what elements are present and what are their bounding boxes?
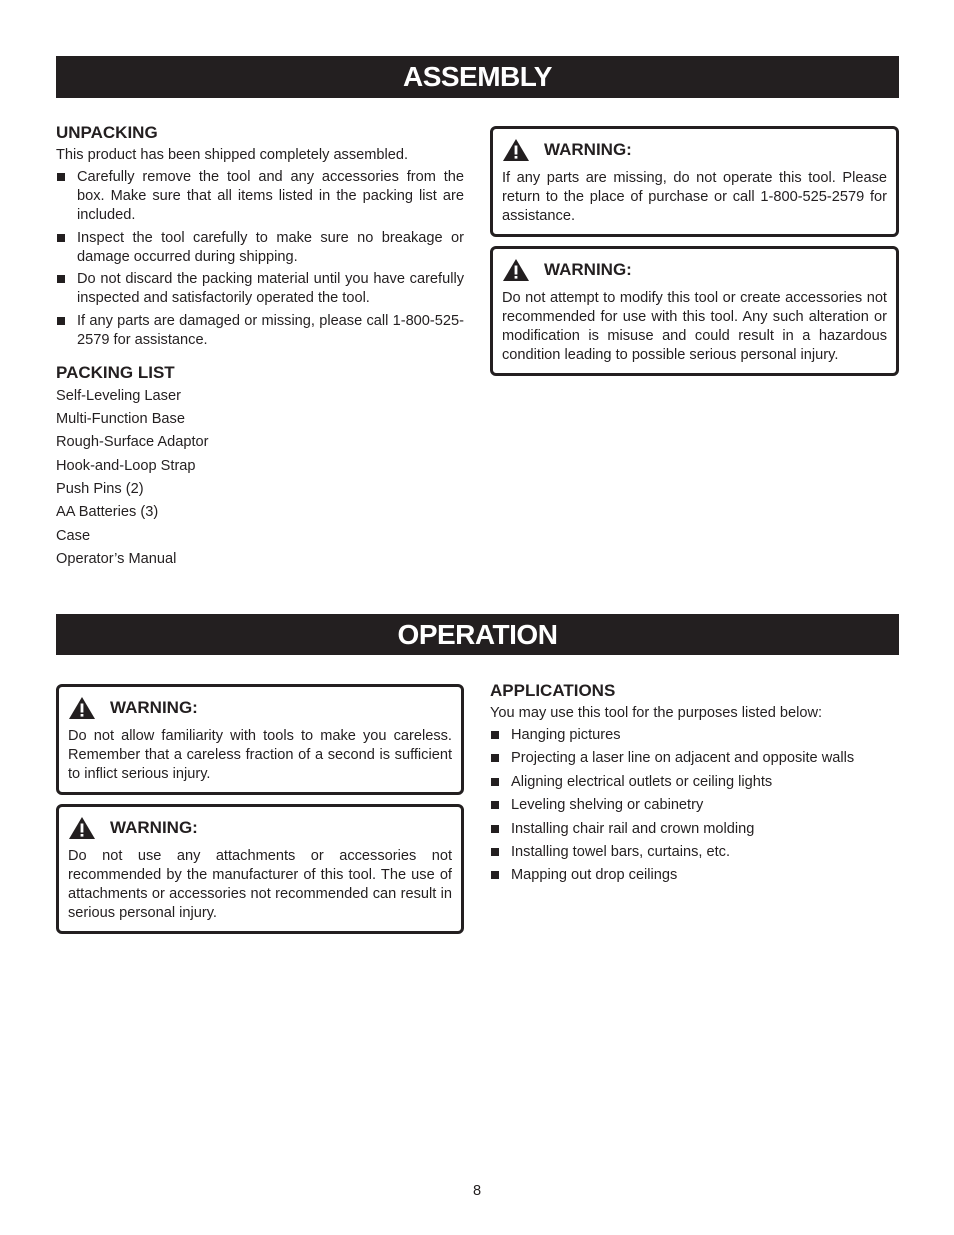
applications-intro: You may use this tool for the purposes listed below: xyxy=(490,705,823,721)
unpacking-heading: UNPACKING xyxy=(56,123,158,142)
warning-box xyxy=(490,126,899,237)
warning-header xyxy=(68,696,452,720)
warning-label: WARNING: xyxy=(544,260,632,279)
unpacking-intro: This product has been shipped completely assembled. xyxy=(56,147,409,163)
list-item-text: Leveling shelving or cabinetry xyxy=(511,797,704,814)
square-bullet-icon xyxy=(491,871,499,879)
square-bullet-icon xyxy=(57,234,65,242)
warning-header xyxy=(502,138,887,162)
warning-box xyxy=(56,804,464,934)
list-item-text: Projecting a laser line on adjacent and opposite walls xyxy=(511,750,855,767)
square-bullet-icon xyxy=(491,778,499,786)
warning-text: Do not allow familiarity with tools to make you careless. Remember that a careless fraction of a second is sufficient to inflict serious injury. xyxy=(68,728,452,782)
warning-label: WARNING: xyxy=(110,698,198,717)
list-item xyxy=(490,820,899,839)
list-item xyxy=(56,270,464,308)
list-item xyxy=(490,796,899,815)
square-bullet-icon xyxy=(491,754,499,762)
operation-section-banner xyxy=(56,614,899,655)
list-item-text: Mapping out drop ceilings xyxy=(511,867,678,884)
list-item-text: Hanging pictures xyxy=(511,727,621,743)
warning-header xyxy=(502,258,887,282)
list-item-text: Inspect the tool carefully to make sure no breakage or damage occurred during shipping. xyxy=(77,229,464,265)
list-item xyxy=(490,773,899,792)
warning-label: WARNING: xyxy=(544,140,632,159)
packing-list-heading: PACKING LIST xyxy=(56,362,175,382)
operation-title: OPERATION xyxy=(397,619,558,650)
packing-list-item: Case xyxy=(56,527,91,544)
square-bullet-icon xyxy=(491,731,499,739)
packing-list-item: Operator’s Manual xyxy=(56,551,177,568)
list-item xyxy=(490,749,899,768)
packing-list-item: Push Pins (2) xyxy=(56,481,144,498)
square-bullet-icon xyxy=(57,275,65,283)
packing-list-item: AA Batteries (3) xyxy=(56,504,159,521)
square-bullet-icon xyxy=(491,848,499,856)
warning-triangle-icon xyxy=(68,696,96,720)
unpacking-list xyxy=(56,168,464,350)
list-item-text: Do not discard the packing material until you have carefully inspected and satisfactorily operated the tool. xyxy=(77,271,464,306)
list-item-text: Aligning electrical outlets or ceiling lights xyxy=(511,773,773,790)
operation-left-column xyxy=(56,684,464,943)
list-item-text: Installing towel bars, curtains, etc. xyxy=(511,843,731,860)
assembly-left-column xyxy=(56,122,464,574)
list-item xyxy=(56,168,464,225)
list-item xyxy=(56,312,464,350)
packing-list-item: Hook-and-Loop Strap xyxy=(56,457,196,474)
list-item xyxy=(56,229,464,267)
packing-list-item: Multi-Function Base xyxy=(56,410,185,427)
warning-text: Do not attempt to modify this tool or create accessories not recommended for use with this tool. Any such alteration or modification is misuse and could result in a hazardous condition leading to possible serious personal injury. xyxy=(502,290,887,363)
list-item-text: If any parts are damaged or missing, please call 1-800-525-2579 for assistance. xyxy=(77,312,464,348)
packing-list-item: Self-Leveling Laser xyxy=(56,387,181,404)
list-item xyxy=(490,726,899,745)
operation-right-column xyxy=(490,680,899,890)
list-item-text: Carefully remove the tool and any accessories from the box. Make sure that all items listed in the packing list are included. xyxy=(77,169,464,223)
list-item xyxy=(490,866,899,885)
list-item xyxy=(490,843,899,862)
assembly-title: ASSEMBLY xyxy=(402,61,552,92)
list-item-text: Installing chair rail and crown molding xyxy=(511,820,755,837)
warning-text: Do not use any attachments or accessories not recommended by the manufacturer of this tool. The use of attachments or accessories not recommended can result in serious personal injury. xyxy=(68,848,452,921)
warning-triangle-icon xyxy=(502,138,530,162)
assembly-right-column xyxy=(490,126,899,385)
square-bullet-icon xyxy=(57,173,65,181)
square-bullet-icon xyxy=(491,801,499,809)
square-bullet-icon xyxy=(57,317,65,325)
warning-triangle-icon xyxy=(502,258,530,282)
assembly-section-banner xyxy=(56,56,899,98)
warning-header xyxy=(68,816,452,840)
warning-text: If any parts are missing, do not operate this tool. Please return to the place of purchase or call 1-800-525-2579 for assistance. xyxy=(502,170,887,224)
page-number: 8 xyxy=(472,1183,482,1199)
applications-heading: APPLICATIONS xyxy=(490,681,616,700)
warning-label: WARNING: xyxy=(110,818,198,837)
applications-list xyxy=(490,726,899,885)
packing-list-item: Rough-Surface Adaptor xyxy=(56,434,209,451)
warning-triangle-icon xyxy=(68,816,96,840)
packing-list xyxy=(56,387,464,570)
warning-box xyxy=(56,684,464,795)
warning-box xyxy=(490,246,899,376)
square-bullet-icon xyxy=(491,825,499,833)
